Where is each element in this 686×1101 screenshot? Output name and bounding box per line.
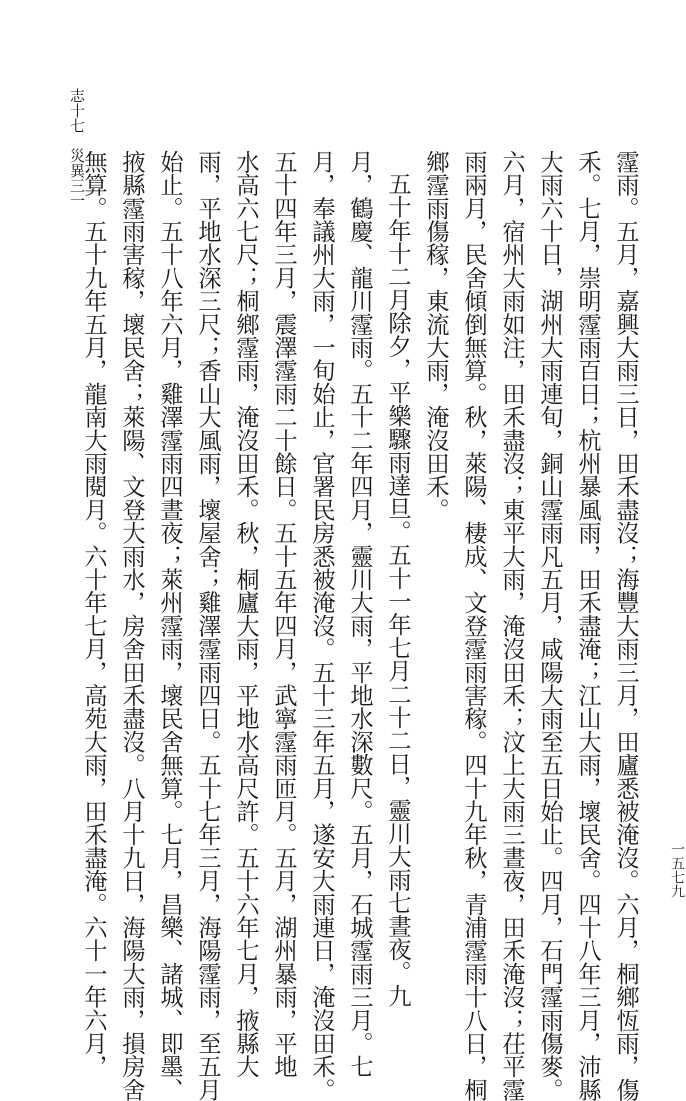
page-number: 一五七九 — [669, 842, 685, 898]
text-line-11: 水高六七尺；桐鄉霪雨，淹沒田禾。秋，桐廬大雨，平地水高尺許。五十六年七月，掖縣大 — [232, 150, 259, 1078]
text-line-14: 掖縣霪雨害稼，壞民舍；萊陽、文登大雨水，房舍田禾盡沒。八月十九日，海陽大雨，損房舍 — [118, 150, 145, 1101]
text-line-1: 霪雨。五月，嘉興大雨三日，田禾盡沒；海豐大雨三月，田廬悉被淹沒。六月，桐鄉恆雨，傷 — [612, 150, 639, 1101]
running-head: 志十七 災異三一 — [68, 88, 86, 208]
text-line-5: 雨兩月，民舍傾倒無算。秋，萊陽、棲成、文登霪雨害稼。四十九年秋，青浦霪雨十八日，桐 — [460, 150, 487, 1101]
text-line-15: 無算。五十九年五月，龍南大雨閱月。六十年七月，高苑大雨，田禾盡淹。六十一年六月， — [80, 150, 107, 1078]
text-line-7: 五十年十二月除夕，平樂驟雨達旦。五十一年七月二十二日，靈川大雨七晝夜。九 — [384, 172, 411, 1008]
text-line-9: 月，奉議州大雨，一旬始止，官署民房悉被淹沒。五十三年五月，遂安大雨連日，淹沒田禾。 — [308, 150, 335, 1101]
text-line-3: 大雨六十日，湖州大雨連旬，銅山霪雨凡五月，咸陽大雨至五日始止。四月，石門霪雨傷麥。 — [536, 150, 563, 1101]
text-line-12: 雨，平地水深三尺；香山大風雨，壞屋舍；雞澤霪雨四日。五十七年三月，海陽霪雨，至五月 — [194, 150, 221, 1101]
text-line-8: 月，鶴慶、龍川霪雨。五十二年四月，靈川大雨，平地水深數尺。五月，石城霪雨三月。七 — [346, 150, 373, 1078]
text-line-6: 鄉霪雨傷稼，東流大雨，淹沒田禾。 — [422, 150, 449, 522]
text-line-13: 始止。五十八年六月，雞澤霪雨四晝夜；萊州霪雨，壞民舍無算。七月，昌樂、諸城、即墨、 — [156, 150, 183, 1101]
text-line-10: 五十四年三月，震澤霪雨二十餘日。五十五年四月，武寧霪雨匝月。五月，湖州暴雨，平地 — [270, 150, 297, 1078]
text-line-4: 六月，宿州大雨如注，田禾盡沒；東平大雨，淹沒田禾；汶上大雨三晝夜，田禾淹沒；茌平霪 — [498, 150, 525, 1101]
text-line-2: 禾。七月，崇明霪雨百日；杭州暴風雨，田禾盡淹；江山大雨，壞民舍。四十八年三月，沛縣 — [574, 150, 601, 1101]
